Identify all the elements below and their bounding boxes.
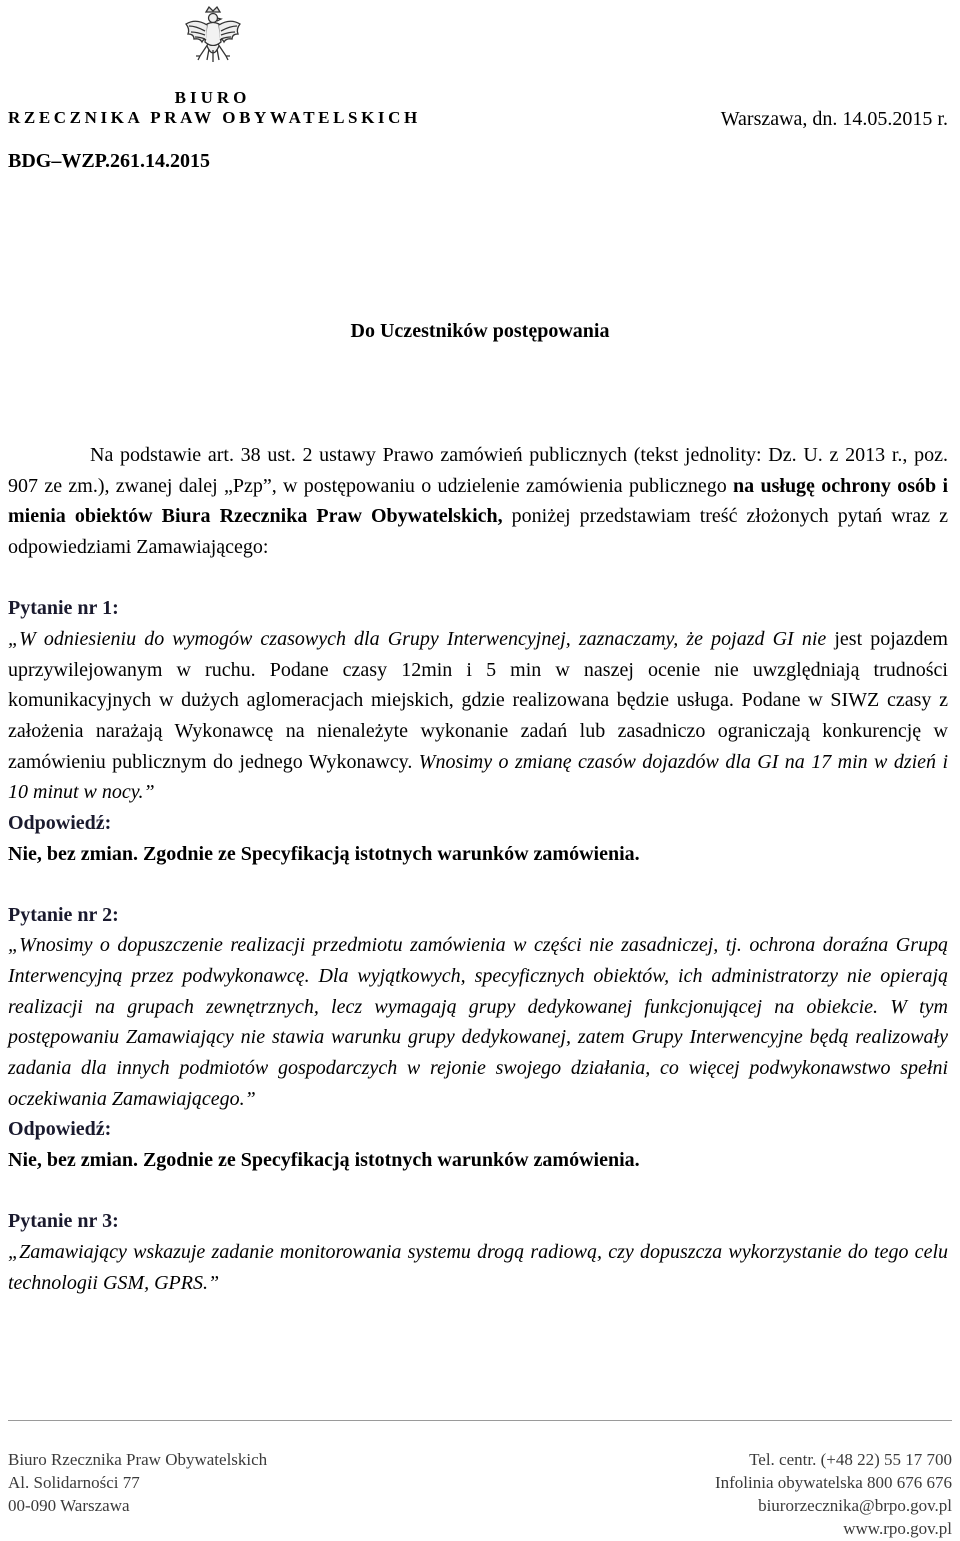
question-1-text: „W odniesieniu do wymogów czasowych dla Grupy Interwencyjnej, zaznaczamy, że pojazd GI nie jest pojazdem uprzywilejowanym w ruchu. Podane czasy 12min i 5 min w naszej ocenie nie uwzględniają trudności komunikacyjnych w dużych aglomeracjach miejskich, gdzie realizowana będzie usługa. Podane w SIWZ czasy z założenia narażają Wykonawcę na nienależyte wykonanie zadań lub zasadniczo ograniczają konkurencję w zamówieniu publicznym do jednego Wykonawcy. Wnosimy o zmianę czasów dojazdów dla GI na 17 min w dzień i 10 minut w nocy.” xyxy=(8,627,949,804)
intro-subject: na usługę ochrony osób i mienia obiektów Biura Rzecznika Praw Obywatelskich, xyxy=(8,474,948,528)
question-1-label: Pytanie nr 1: xyxy=(8,597,119,620)
footer-divider xyxy=(8,1420,952,1421)
place-date: Warszawa, dn. 14.05.2015 r. xyxy=(720,108,948,130)
footer-street: Al. Solidarności 77 xyxy=(8,1473,140,1492)
question-2-text: „Wnosimy o dopuszczenie realizacji przedmiotu zamówienia w części nie zasadniczej, tj. ochrona doraźna Grupą Interwencyjną przez podwykonawcę. Dla wyjątkowych, specyficznych obiektów, ich administratorzy nie opierają realizacji na grupach zewnętrznych, lecz wymagają grupy dedykowanej funkcjonującej na obiekcie. W tym postępowaniu Zamawiający nie stawia warunku grupy dedykowanej, zatem Grupy Interwencyjne będą realizowały zadania dla innych podmiotów gospodarczych w rejonie swojego działania, co więcej podwykonawstwo spełni oczekiwania Zamawiającego.” xyxy=(8,934,948,1110)
case-reference: BDG–WZP.261.14.2015 xyxy=(8,150,211,172)
question-2-label: Pytanie nr 2: xyxy=(8,903,119,926)
footer-phone: Tel. centr. (+48 22) 55 17 700 xyxy=(749,1450,952,1469)
footer-contact xyxy=(715,1448,952,1540)
addressee: Do Uczestników postępowania xyxy=(350,320,610,342)
letter-body xyxy=(8,440,948,1298)
question-3-text: „Zamawiający wskazuje zadanie monitorowania systemu drogą radiową, czy dopuszcza wykorzystanie do tego celu technologii GSM, GPRS.” xyxy=(8,1241,948,1294)
question-3-label: Pytanie nr 3: xyxy=(8,1210,119,1233)
footer-postal: 00-090 Warszawa xyxy=(8,1496,130,1515)
answer-1: Nie, bez zmian. Zgodnie ze Specyfikacją istotnych warunków zamówienia. xyxy=(8,842,640,865)
footer-hotline: Infolinia obywatelska 800 676 676 xyxy=(714,1473,952,1492)
intro-paragraph xyxy=(8,440,948,563)
institution-name-line2: RZECZNIKA PRAW OBYWATELSKICH xyxy=(8,108,421,127)
polish-eagle-emblem-icon xyxy=(182,4,244,78)
footer-institution: Biuro Rzecznika Praw Obywatelskich xyxy=(8,1450,268,1469)
intro-text-end: poniżej przedstawiam treść złożonych pytań wraz z odpowiedziami Zamawiającego: xyxy=(8,505,948,558)
answer-2: Nie, bez zmian. Zgodnie ze Specyfikacją istotnych warunków zamówienia. xyxy=(8,1149,640,1172)
answer-2-label: Odpowiedź: xyxy=(8,1118,112,1141)
footer-address xyxy=(8,1448,267,1517)
institution-name-line1: BIURO xyxy=(174,88,251,107)
footer-email: biurorzecznika@brpo.gov.pl xyxy=(758,1496,952,1515)
answer-1-label: Odpowiedź: xyxy=(8,811,112,834)
intro-text: Na podstawie art. 38 ust. 2 ustawy Prawo zamówień publicznych (tekst jednolity: Dz. U. z 2013 r., poz. 907 ze zm.), zwanej dalej „Pzp”, w postępowaniu o udzielenie zamówienia publicznego xyxy=(8,444,948,497)
footer-website: www.rpo.gov.pl xyxy=(843,1519,952,1538)
